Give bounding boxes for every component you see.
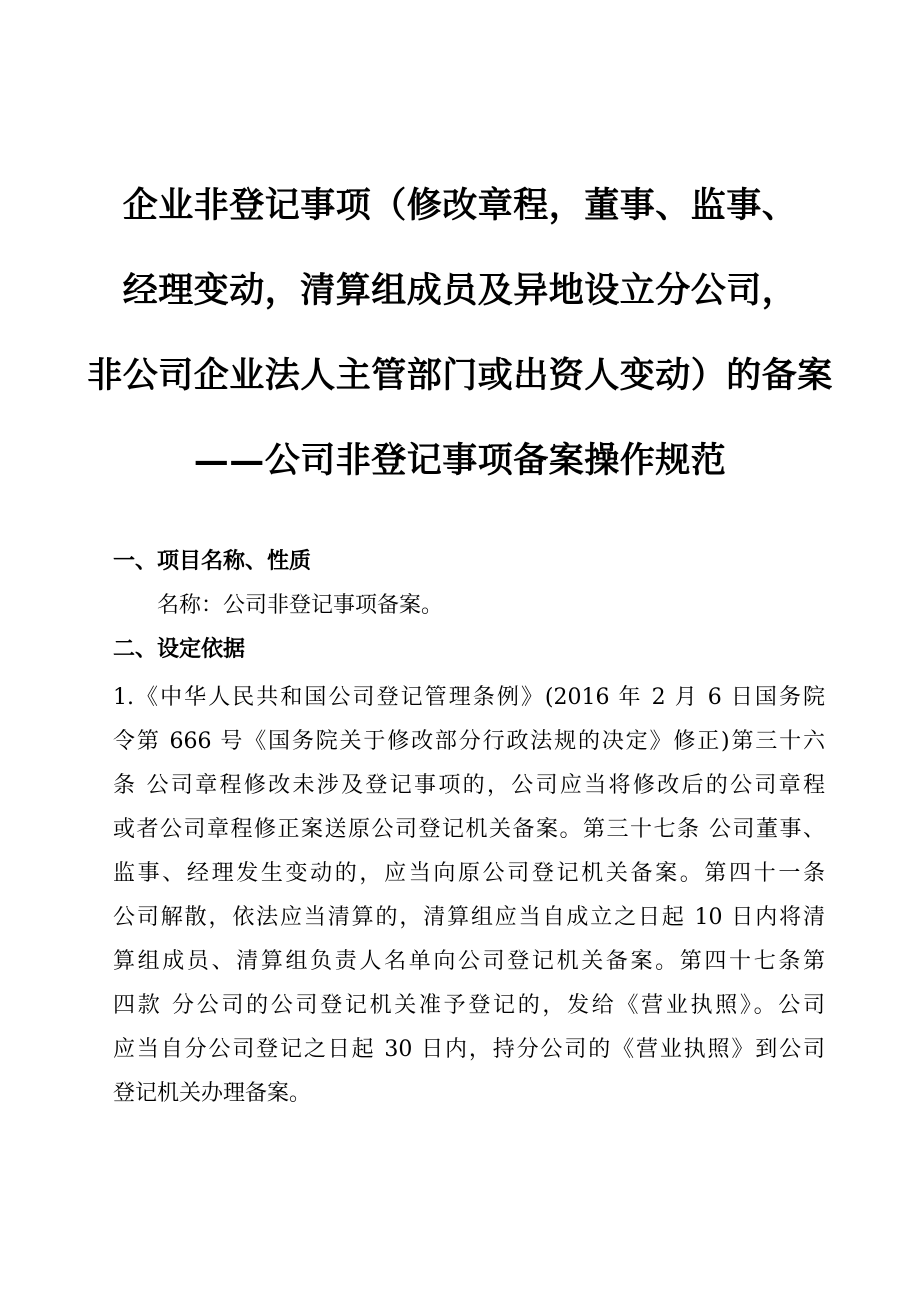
title-line-1: 企业非登记事项（修改章程，董事、监事、 (122, 185, 798, 226)
basis-line-7: 算组成员、清算组负责人名单向公司登记机关备案。第四十七条第 (113, 949, 825, 974)
document-title (0, 185, 920, 528)
basis-line-3: 条 公司章程修改未涉及登记事项的，公司应当将修改后的公司章程 (113, 773, 825, 798)
title-line-2: 经理变动，清算组成员及异地设立分公司， (122, 270, 798, 311)
basis-line-10: 登记机关办理备案。 (113, 1081, 312, 1106)
section-1-heading: 一、项目名称、性质 (113, 549, 312, 574)
item-name-line: 名称：公司非登记事项备案。 (157, 593, 444, 618)
basis-line-6: 公司解散，依法应当清算的，清算组应当自成立之日起 10 日内将清 (113, 905, 825, 930)
title-line-3: 非公司企业法人主管部门或出资人变动）的备案 (87, 355, 833, 396)
basis-line-2: 令第 666 号《国务院关于修改部分行政法规的决定》修正)第三十六 (113, 729, 825, 754)
title-line-4: ——公司非登记事项备案操作规范 (193, 440, 727, 481)
basis-line-5: 监事、经理发生变动的，应当向原公司登记机关备案。第四十一条 (113, 861, 825, 886)
legal-basis-paragraph (113, 676, 825, 1116)
document-body (113, 540, 825, 1116)
basis-line-1: 1.《中华人民共和国公司登记管理条例》(2016 年 2 月 6 日国务院 (113, 685, 825, 710)
basis-line-8: 四款 分公司的公司登记机关准予登记的，发给《营业执照》。公司 (113, 993, 825, 1018)
basis-line-4: 或者公司章程修正案送原公司登记机关备案。第三十七条 公司董事、 (113, 817, 825, 842)
section-2-heading: 二、设定依据 (113, 637, 246, 662)
basis-line-9: 应当自分公司登记之日起 30 日内，持分公司的《营业执照》到公司 (113, 1037, 825, 1062)
